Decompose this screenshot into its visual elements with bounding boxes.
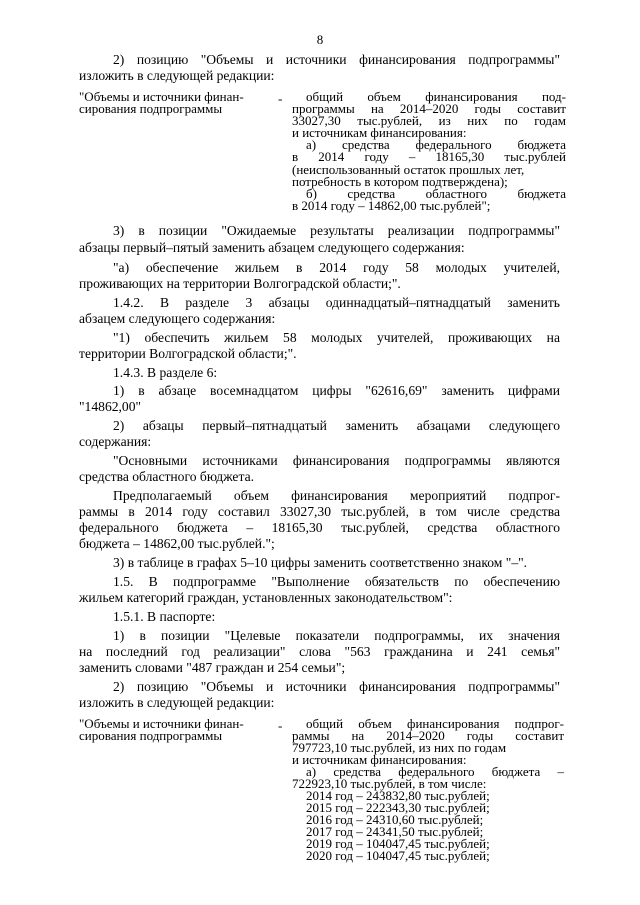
year-amount-line: 2014 год – 243832,80 тыс.рублей; xyxy=(306,788,490,803)
year-amount-line: 2020 год – 104047,45 тыс.рублей; xyxy=(306,848,490,863)
text-line: 2) позицию "Объемы и источники финансирования подпрограммы" xyxy=(113,679,560,694)
table-cell-left: "Объемы и источники финан- xyxy=(79,89,244,104)
table-cell-right: общий объем финансирования подпрог- xyxy=(306,716,564,731)
text-line: 2) абзацы первый–пятнадцатый заменить абзацами следующего xyxy=(113,418,560,433)
table-dash: - xyxy=(278,91,283,106)
table-cell-right: а) средства федерального бюджета – xyxy=(306,764,564,779)
text-line: Предполагаемый объем финансирования мероприятий подпрог- xyxy=(113,488,560,503)
text-line: 3) в таблице в графах 5–10 цифры заменить соответственно знаком "–". xyxy=(113,555,528,570)
text-line: "Основными источниками финансирования подпрограммы являются xyxy=(113,453,560,468)
text-line: "а) обеспечение жильем в 2014 году 58 молодых учителей, xyxy=(113,260,560,275)
table-cell-right: общий объем финансирования под- xyxy=(306,89,566,104)
table-dash: - xyxy=(278,718,283,733)
text-line: "14862,00" xyxy=(79,399,142,414)
table-cell-right: раммы на 2014–2020 годы составит xyxy=(292,728,564,743)
text-line: 1) в абзаце восемнадцатом цифры "62616,69" заменить цифрами xyxy=(113,383,560,398)
table-cell-right: (неиспользованный остаток прошлых лет, xyxy=(292,162,525,177)
section-heading: 1.4.3. В разделе 6: xyxy=(113,365,218,380)
text-line: средства областного бюджета. xyxy=(79,469,254,484)
table-cell-right: и источникам финансирования: xyxy=(292,125,467,140)
table-cell-left: сирования подпрограммы xyxy=(79,101,223,116)
table-cell-right: 33027,30 тыс.рублей, из них по годам xyxy=(292,113,566,128)
table-cell-right: 722923,10 тыс.рублей, в том числе: xyxy=(292,776,487,791)
text-line: бюджета – 14862,00 тыс.рублей."; xyxy=(79,536,275,551)
table-cell-right: и источникам финансирования: xyxy=(292,752,467,767)
table-cell-left: "Объемы и источники финан- xyxy=(79,716,244,731)
text-line: на последний год реализации" слова "563 гражданина и 241 семья" xyxy=(79,644,560,659)
table-cell-right: в 2014 году – 18165,30 тыс.рублей xyxy=(292,149,566,164)
text-line: федерального бюджета – 18165,30 тыс.рублей, средства областного xyxy=(79,520,560,535)
year-amount-line: 2019 год – 104047,45 тыс.рублей; xyxy=(306,836,490,851)
text-line: заменить словами "487 граждан и 254 семьи"; xyxy=(79,660,346,675)
text-line: 3) в позиции "Ожидаемые результаты реализации подпрограммы" xyxy=(113,223,560,238)
text-line: 1.4.2. В разделе 3 абзацы одиннадцатый–пятнадцатый заменить xyxy=(113,295,560,310)
year-amount-line: 2015 год – 222343,30 тыс.рублей; xyxy=(306,800,490,815)
section-heading: 1.5.1. В паспорте: xyxy=(113,609,216,624)
text-line: жильем категорий граждан, установленных законодательством": xyxy=(79,590,453,605)
table-cell-right: а) средства федерального бюджета xyxy=(306,137,566,152)
text-line: абзацем следующего содержания: xyxy=(79,311,276,326)
year-amount-line: 2016 год – 24310,60 тыс.рублей; xyxy=(306,812,484,827)
table-cell-left: сирования подпрограммы xyxy=(79,728,223,743)
text-line: изложить в следующей редакции: xyxy=(79,68,275,83)
table-cell-right: 797723,10 тыс.рублей, из них по годам xyxy=(292,740,507,755)
text-line: раммы в 2014 году составил 33027,30 тыс.рублей, в том числе средства xyxy=(79,504,560,519)
text-line: 1) в позиции "Целевые показатели подпрограммы, их значения xyxy=(113,628,560,643)
text-line: проживающих на территории Волгоградской области;". xyxy=(79,276,401,291)
page-number: 8 xyxy=(316,32,324,47)
text-line: "1) обеспечить жильем 58 молодых учителей, проживающих на xyxy=(113,330,560,345)
table-cell-right: потребность в котором подтверждена); xyxy=(292,174,508,189)
year-amount-line: 2017 год – 24341,50 тыс.рублей; xyxy=(306,824,484,839)
table-cell-right: программы на 2014–2020 годы составит xyxy=(292,101,566,116)
text-line: территории Волгоградской области;". xyxy=(79,346,297,361)
text-line: содержания: xyxy=(79,434,152,449)
text-line: абзацы первый–пятый заменить абзацем следующего содержания: xyxy=(79,240,465,255)
text-line: изложить в следующей редакции: xyxy=(79,695,275,710)
table-cell-right: б) средства областного бюджета xyxy=(306,186,566,201)
table-cell-right: в 2014 году – 14862,00 тыс.рублей"; xyxy=(292,198,491,213)
text-line: 2) позицию "Объемы и источники финансирования подпрограммы" xyxy=(113,52,560,67)
text-line: 1.5. В подпрограмме "Выполнение обязательств по обеспечению xyxy=(113,574,560,589)
